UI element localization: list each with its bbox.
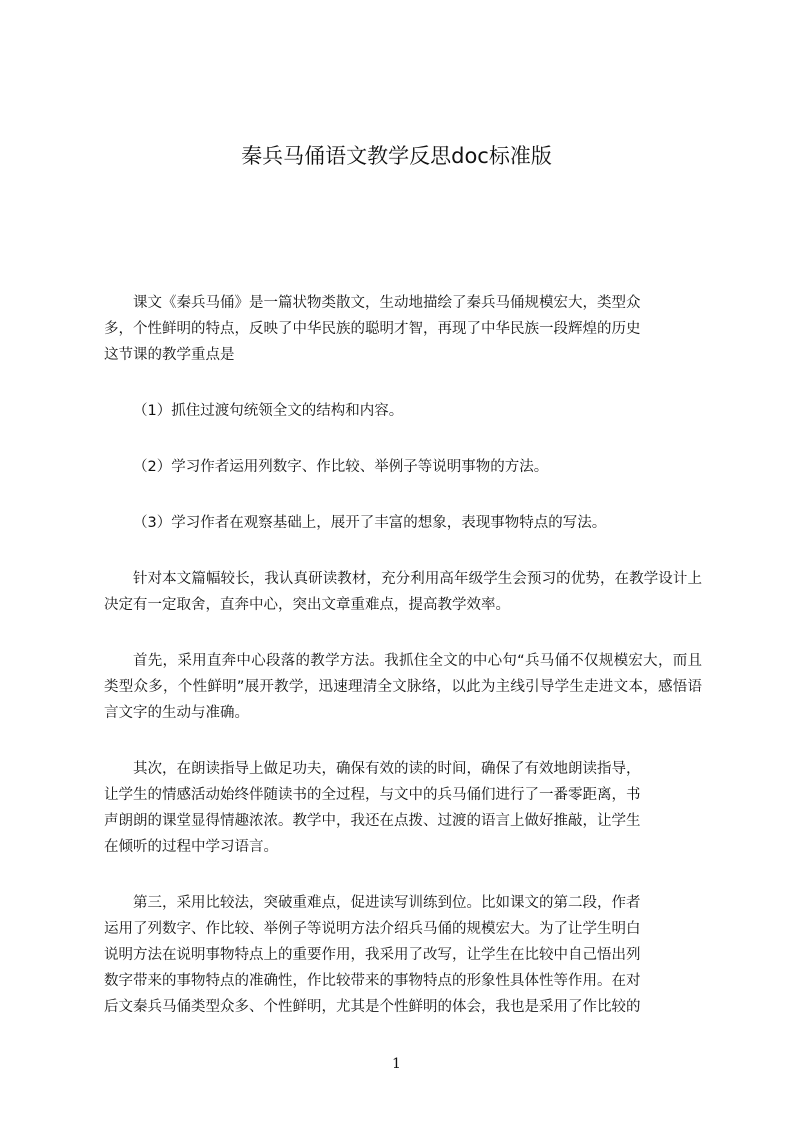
document-body [104, 290, 702, 1020]
paragraph-line: 第三，采用比较法，突破重难点，促进读写训练到位。比如课文的第二段，作者 [133, 895, 641, 911]
key-point-item: （3）学习作者在观察基础上，展开了丰富的想象，表现事物特点的写法。 [133, 515, 607, 531]
paragraph-line: 声朗朗的课堂显得情趣浓浓。教学中，我还在点拨、过渡的语言上做好推敲，让学生 [104, 813, 641, 829]
paragraph-line: 说明方法在说明事物特点上的重要作用，我采用了改写，让学生在比较中自己悟出列 [104, 947, 641, 963]
intro-paragraph [104, 290, 702, 368]
paragraph-line: 后文秦兵马俑类型众多、个性鲜明，尤其是个性鲜明的体会，我也是采用了作比较的 [104, 999, 641, 1015]
key-point-item: （2）学习作者运用列数字、作比较、举例子等说明事物的方法。 [133, 459, 549, 475]
third-method-paragraph [104, 890, 702, 1020]
page-number: 1 [392, 1056, 401, 1072]
paragraph-line: 运用了列数字、作比较、举例子等说明方法介绍兵马俑的规模宏大。为了让学生明白 [104, 921, 641, 937]
intro-line: 课文《秦兵马俑》是一篇状物类散文，生动地描绘了秦兵马俑规模宏大，类型众 [133, 295, 641, 311]
first-method-paragraph: 首先，采用直奔中心段落的教学方法。我抓住全文的中心句“兵马俑不仅规模宏大，而且类型众多，个性鲜明”展开教学，迅速理清全文脉络，以此为主线引导学生走进文本，感悟语言文字的生动与准确。 [104, 653, 702, 721]
paragraph-line: 其次，在朗读指导上做足功夫，确保有效的读的时间，确保了有效地朗读指导， [133, 761, 641, 777]
intro-line: 这节课的教学重点是 [104, 347, 235, 363]
intro-line: 多，个性鲜明的特点，反映了中华民族的聪明才智，再现了中华民族一段辉煌的历史 [104, 321, 641, 337]
key-point-item: （1）抓住过渡句统领全文的结构和内容。 [133, 403, 404, 419]
paragraph-line: 让学生的情感活动始终伴随读书的全过程，与文中的兵马俑们进行了一番零距离，书 [104, 787, 641, 803]
paragraph-line: 在倾听的过程中学习语言。 [104, 839, 278, 855]
second-method-paragraph [104, 756, 702, 860]
document-title: 秦兵马俑语文教学反思doc标准版 [241, 144, 552, 168]
design-paragraph: 针对本文篇幅较长，我认真研读教材，充分利用高年级学生会预习的优势，在教学设计上决定有一定取舍，直奔中心，突出文章重难点，提高教学效率。 [104, 571, 702, 613]
paragraph-line: 数字带来的事物特点的准确性，作比较带来的事物特点的形象性具体性等作用。在对 [104, 973, 641, 989]
